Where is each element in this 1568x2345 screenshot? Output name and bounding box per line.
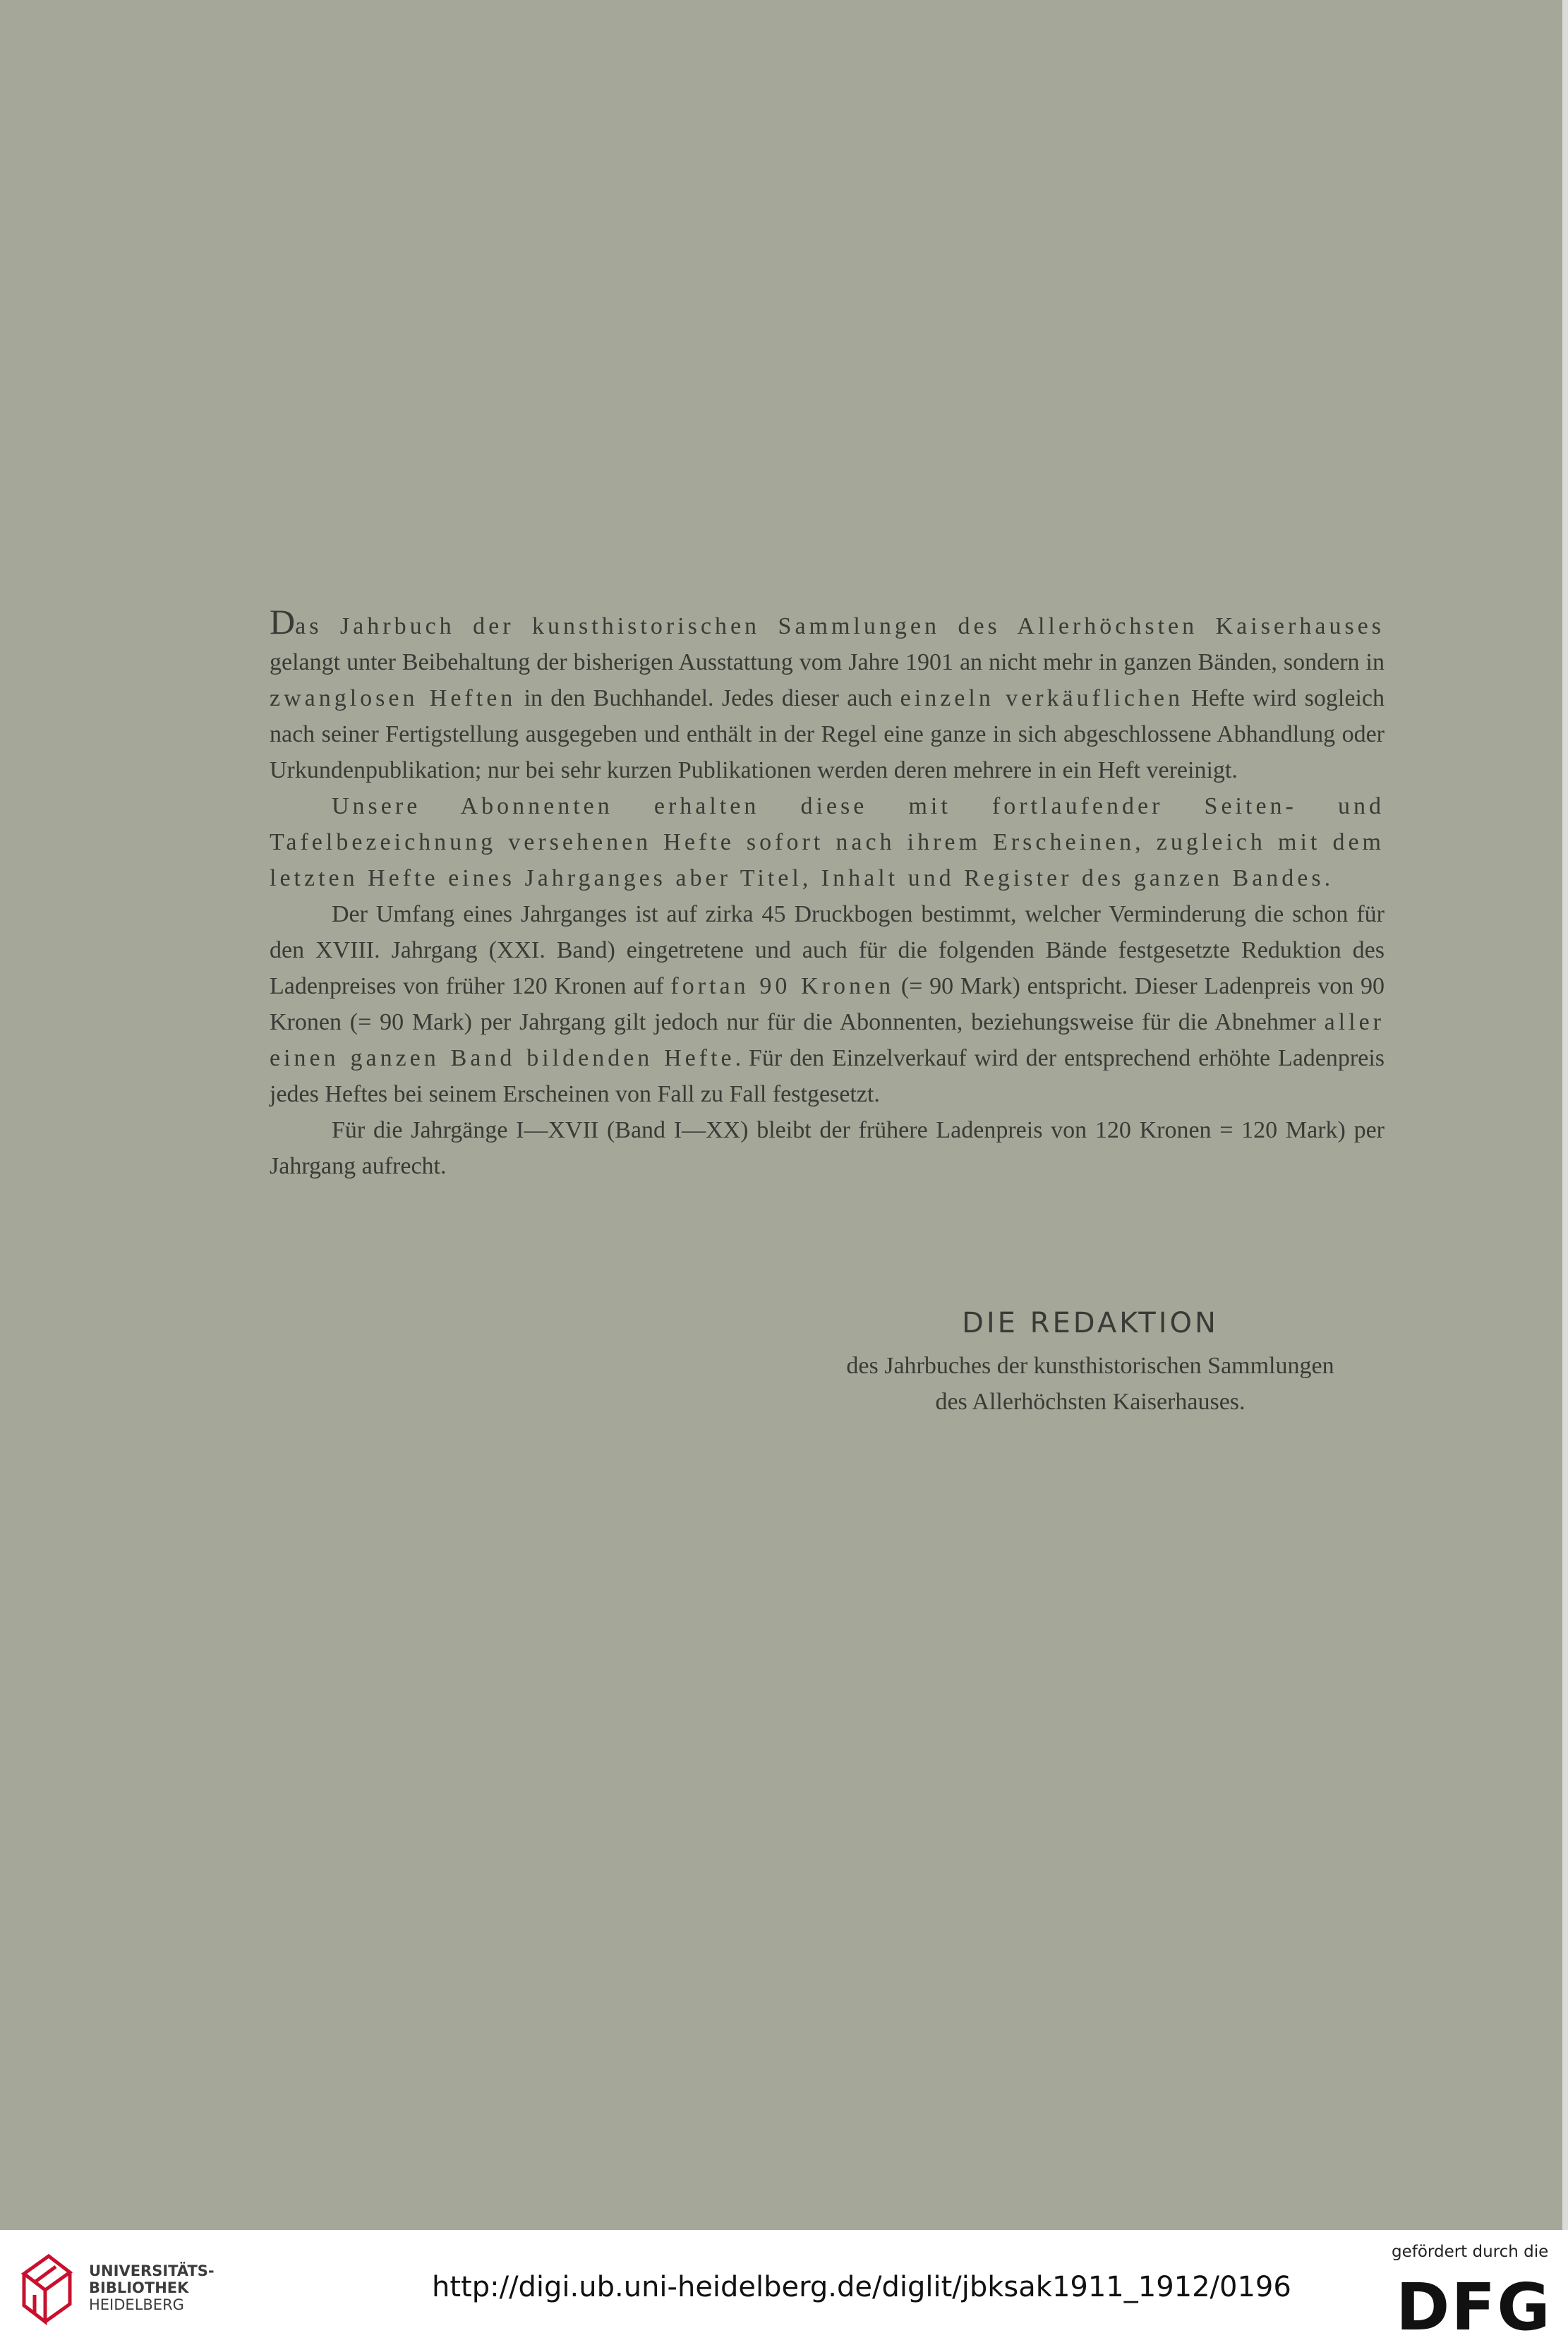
paragraph <box>270 1112 1385 1184</box>
footer-bar <box>0 2230 1568 2344</box>
text-segment: gelangt unter Beibehaltung der bisherigen Ausstattung vom Jahre 1901 an nicht mehr in ganzen Bänden, sondern in <box>270 649 1385 675</box>
text-segment: D <box>270 602 296 641</box>
signature-title: DIE REDAKTION <box>962 1307 1219 1339</box>
paragraph <box>270 604 1385 788</box>
dfg-logo: DFG <box>1396 2269 1552 2345</box>
library-name-line-1: UNIVERSITÄTS- <box>89 2262 215 2279</box>
text-segment: Für die Jahrgänge I—XVII (Band I—XX) bleibt der frühere Ladenpreis von 120 Kronen = 120 Mark) per Jahrgang aufrecht. <box>270 1117 1385 1179</box>
document-url-link[interactable]: http://digi.ub.uni-heidelberg.de/diglit/jbksak1911_1912/0196 <box>432 2271 1291 2303</box>
funding-label: gefördert durch die <box>1392 2243 1549 2261</box>
text-segment: Der Umfang eines Jahrganges ist auf zirka 45 Druckbogen bestimmt, welcher Verminderung die schon für den XVIII. Jahrgang (XXI. Band) eingetretene und auch für die folgenden Bände festgesetzte Reduktion des Ladenpreises von früher 120 Kronen auf <box>270 901 1385 999</box>
text-segment: aller einen ganzen Band bildenden Hefte <box>270 1009 1385 1071</box>
paragraph <box>270 896 1385 1112</box>
university-library-logo-icon <box>17 2245 95 2330</box>
paragraph <box>270 788 1385 896</box>
library-name-line-2: BIBLIOTHEK <box>89 2279 189 2296</box>
text-segment: in den Buchhandel. Jedes dieser auch <box>516 685 900 711</box>
text-segment: Hefte wird sogleich nach seiner Fertigstellung ausgegeben und enthält in der Regel eine ganze in sich abgeschlossene Abhandlung oder Urkundenpublikation; nur bei sehr kurzen Publikationen werden deren mehrere in ein Heft vereinigt. <box>270 685 1385 783</box>
signature-block <box>797 1298 1383 1420</box>
signature-line-2: des Allerhöchsten Kaiserhauses. <box>935 1389 1246 1415</box>
library-name-line-3: HEIDELBERG <box>89 2296 184 2313</box>
text-segment: fortan 90 Kronen <box>670 973 895 999</box>
signature-line-1: des Jahrbuches der kunsthistorischen Sammlungen <box>846 1353 1334 1379</box>
body-text <box>270 604 1385 1184</box>
text-segment: . Für den Einzelverkauf wird der entsprechend erhöhte Ladenpreis jedes Heftes bei seinem Erscheinen von Fall zu Fall festgesetzt. <box>270 1045 1385 1107</box>
text-segment: einzeln verkäuflichen <box>900 685 1184 711</box>
text-segment: (= 90 Mark) entspricht. Dieser Ladenpreis von 90 Kronen (= 90 Mark) per Jahrgang gilt jedoch nur für die Abonnenten, beziehungsweise für die Abnehmer <box>270 973 1385 1035</box>
text-segment: Unsere Abonnenten erhalten diese mit fortlaufender Seiten- und Tafelbezeichnung versehenen Hefte sofort nach ihrem Erscheinen, zugleich mit dem letzten Hefte eines Jahrganges aber Titel, Inhalt und Register des ganzen Bandes. <box>270 793 1385 891</box>
text-segment: as Jahrbuch der kunsthistorischen Sammlungen des Allerhöchsten Kaiserhauses <box>295 613 1385 639</box>
library-name <box>89 2262 215 2313</box>
text-segment: zwanglosen Heften <box>270 685 517 711</box>
